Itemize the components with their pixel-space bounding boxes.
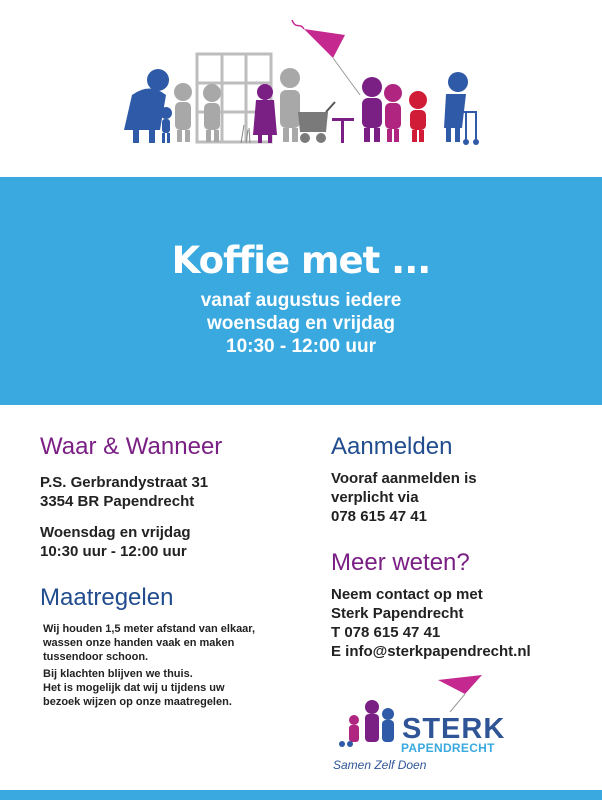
address-line-1: P.S. Gerbrandystraat 31 bbox=[40, 474, 209, 491]
maatregelen-line: wassen onze handen vaak en maken bbox=[43, 637, 235, 649]
contact-email: E info@sterkpapendrecht.nl bbox=[331, 643, 531, 660]
maatregelen-line: Het is mogelijk dat wij u tijdens uw bbox=[43, 682, 225, 694]
pram-icon bbox=[298, 102, 335, 143]
bottom-bar bbox=[0, 790, 602, 800]
maatregelen-line: bezoek wijzen op onze maatregelen. bbox=[43, 696, 232, 708]
maatregelen-section bbox=[40, 584, 320, 709]
maatregelen-line: tussendoor schoon. bbox=[43, 651, 149, 663]
aanmelden-line-1: Vooraf aanmelden is bbox=[331, 470, 477, 487]
aanmelden-heading: Aanmelden bbox=[331, 433, 453, 460]
aanmelden-phone: 078 615 47 41 bbox=[331, 508, 427, 525]
meer-weten-section bbox=[331, 549, 596, 661]
meer-weten-heading: Meer weten? bbox=[331, 549, 470, 576]
banner-line-1: vanaf augustus iedere bbox=[200, 290, 402, 311]
kite-icon bbox=[292, 20, 360, 95]
people-at-table-icon bbox=[332, 77, 402, 143]
logo-tagline: Samen Zelf Doen bbox=[333, 758, 427, 772]
contact-phone: T 078 615 47 41 bbox=[331, 624, 441, 641]
header-illustration bbox=[0, 0, 602, 178]
banner-line-2: woensdag en vrijdag bbox=[207, 313, 395, 334]
contact-line-2: Sterk Papendrecht bbox=[331, 605, 464, 622]
grey-people-icon bbox=[174, 68, 300, 142]
logo-name: STERK bbox=[402, 713, 506, 745]
waar-wanneer-heading: Waar & Wanneer bbox=[40, 433, 223, 460]
elderly-with-walker-icon bbox=[444, 72, 479, 145]
maatregelen-heading: Maatregelen bbox=[40, 584, 174, 611]
waar-wanneer-section bbox=[40, 433, 320, 561]
adult-with-child-icon bbox=[124, 69, 172, 143]
aanmelden-line-2: verplicht via bbox=[331, 489, 419, 506]
time-text: 10:30 uur - 12:00 uur bbox=[40, 543, 187, 560]
info-banner bbox=[0, 177, 602, 405]
days-text: Woensdag en vrijdag bbox=[40, 524, 191, 541]
logo-place: PAPENDRECHT bbox=[401, 741, 495, 755]
woman-icon bbox=[253, 84, 277, 143]
maatregelen-line: Bij klachten blijven we thuis. bbox=[43, 668, 193, 680]
banner-line-3: 10:30 - 12:00 uur bbox=[226, 336, 376, 357]
contact-line-1: Neem contact op met bbox=[331, 586, 483, 603]
child-icon bbox=[409, 91, 427, 142]
banner-title: Koffie met ... bbox=[171, 239, 431, 282]
aanmelden-section bbox=[331, 433, 591, 526]
maatregelen-line: Wij houden 1,5 meter afstand van elkaar, bbox=[43, 623, 256, 635]
address-line-2: 3354 BR Papendrecht bbox=[40, 493, 195, 510]
banner-subtitle bbox=[0, 289, 602, 358]
